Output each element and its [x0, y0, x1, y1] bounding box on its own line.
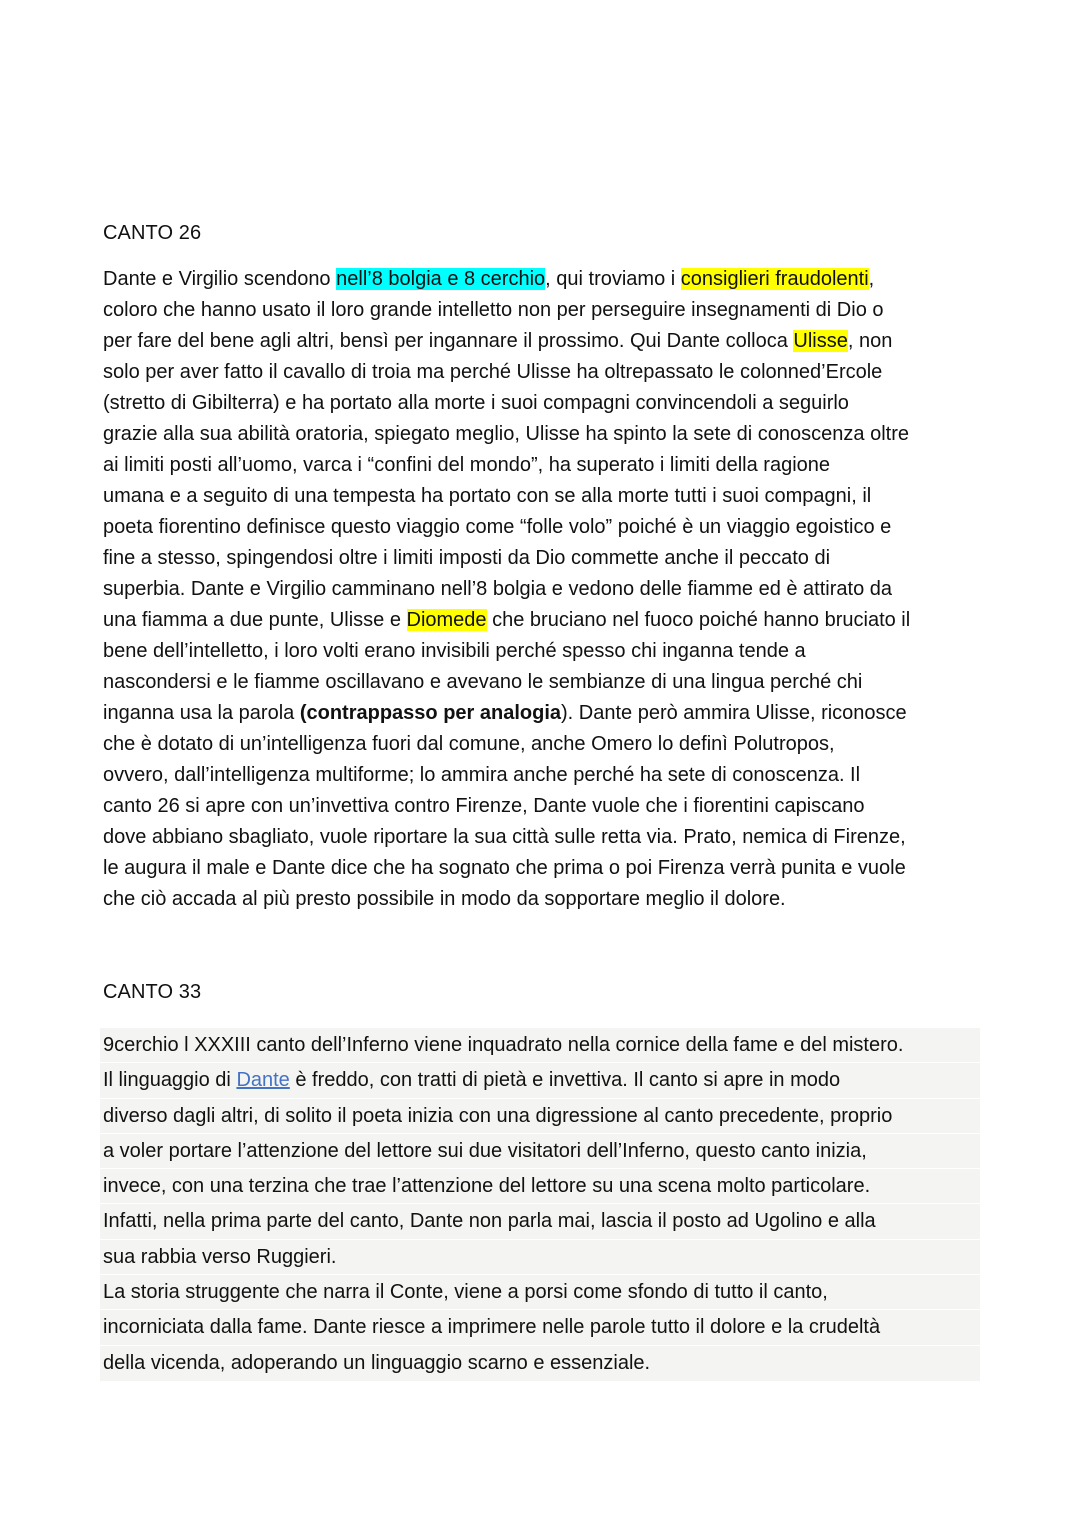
text-line: [103, 574, 983, 605]
text-span: (stretto di Gibilterra) e ha portato alla morte i suoi compagni convincendoli a seguirlo: [103, 392, 849, 414]
text-span: inganna usa la parola: [103, 702, 300, 724]
text-line: [100, 1063, 980, 1098]
text-line: [100, 1275, 980, 1310]
text-line: [100, 1346, 980, 1381]
text-span: Il linguaggio di: [103, 1069, 237, 1092]
text-line: [103, 295, 983, 326]
text-line: [100, 1028, 980, 1063]
text-line: [103, 636, 983, 667]
text-line: [103, 853, 983, 884]
text-span: invece, con una terzina che trae l’attenzione del lettore su una scena molto particolare.: [103, 1175, 871, 1198]
text-span: bene dell’intelletto, i loro volti erano invisibili perché spesso chi inganna tende a: [103, 640, 806, 662]
text-span: La storia struggente che narra il Conte, viene a porsi come sfondo di tutto il canto,: [103, 1281, 828, 1304]
text-span: dove abbiano sbagliato, vuole riportare la sua città sulle retta via. Prato, nemica di Firenze,: [103, 826, 906, 848]
text-span: canto 26 si apre con un’invettiva contro Firenze, Dante vuole che i fiorentini capiscano: [103, 795, 865, 817]
text-span: solo per aver fatto il cavallo di troia ma perché Ulisse ha oltrepassato le colonned’Ercole: [103, 361, 883, 383]
text-span: sua rabbia verso Ruggieri.: [103, 1245, 337, 1268]
highlighted-text: Diomede: [406, 609, 487, 631]
text-span: poeta fiorentino definisce questo viaggio come “folle volo” poiché è un viaggio egoistico e: [103, 516, 892, 538]
text-span: , non: [847, 330, 893, 352]
text-line: [103, 357, 983, 388]
text-line: [100, 1099, 980, 1134]
text-span: incorniciata dalla fame. Dante riesce a imprimere nelle parole tutto il dolore e la crudeltà: [103, 1316, 881, 1339]
text-span: , qui troviamo i: [545, 268, 681, 290]
text-line: [103, 698, 983, 729]
text-line: [103, 264, 983, 295]
text-span: che ciò accada al più presto possibile in modo da sopportare meglio il dolore.: [103, 888, 786, 910]
dante-link[interactable]: Dante: [236, 1069, 290, 1092]
canto-33-paragraph: [100, 1028, 980, 1381]
text-span: della vicenda, adoperando un linguaggio scarno e essenziale.: [103, 1351, 651, 1374]
text-span: ai limiti posti all’uomo, varca i “confini del mondo”, ha superato i limiti della ragione: [103, 454, 831, 476]
text-span: a voler portare l’attenzione del lettore sui due visitatori dell’Inferno, questo canto inizia,: [103, 1139, 867, 1162]
text-span: nascondersi e le fiamme oscillavano e avevano le sembianze di una lingua perché chi: [103, 671, 863, 693]
text-span: diverso dagli altri, di solito il poeta inizia con una digressione al canto precedente, proprio: [103, 1104, 893, 1127]
text-line: [103, 388, 983, 419]
text-line: [100, 1310, 980, 1345]
text-span: grazie alla sua abilità oratoria, spiegato meglio, Ulisse ha spinto la sete di conoscenza oltre: [103, 423, 910, 445]
text-span: una fiamma a due punte, Ulisse e: [103, 609, 407, 631]
text-line: [103, 667, 983, 698]
text-line: [100, 1134, 980, 1169]
text-line: [100, 1240, 980, 1275]
text-line: [103, 450, 983, 481]
text-span: 9cerchio l XXXIII canto dell’Inferno viene inquadrato nella cornice della fame e del mistero.: [103, 1034, 904, 1056]
highlighted-text: consiglieri fraudolenti: [680, 268, 869, 290]
text-span: Dante e Virgilio scendono: [103, 268, 337, 290]
text-span: ,: [868, 268, 875, 290]
text-span: le augura il male e Dante dice che ha sognato che prima o poi Firenza verrà punita e vuole: [103, 857, 906, 879]
text-line: [103, 481, 983, 512]
text-line: [103, 512, 983, 543]
text-line: [100, 1169, 980, 1204]
text-span: che bruciano nel fuoco poiché hanno bruciato il: [486, 609, 911, 631]
text-span: per fare del bene agli altri, bensì per ingannare il prossimo. Qui Dante colloca: [103, 330, 794, 352]
text-span: coloro che hanno usato il loro grande intelletto non per perseguire insegnamenti di Dio o: [103, 299, 884, 321]
text-line: [103, 760, 983, 791]
text-line: [103, 326, 983, 357]
text-span: umana e a seguito di una tempesta ha portato con se alla morte tutti i suoi compagni, il: [103, 485, 872, 507]
text-line: [103, 543, 983, 574]
canto-33-heading: CANTO 33: [103, 981, 202, 1003]
text-line: [103, 822, 983, 853]
text-line: [103, 791, 983, 822]
canto-26-heading: CANTO 26: [103, 222, 202, 244]
text-span: superbia. Dante e Virgilio camminano nell’8 bolgia e vedono delle fiamme ed è attirato da: [103, 578, 892, 600]
text-span: è freddo, con tratti di pietà e invettiva. Il canto si apre in modo: [289, 1069, 841, 1092]
text-line: [103, 729, 983, 760]
text-span: ). Dante però ammira Ulisse, riconosce: [561, 702, 907, 724]
text-line: [103, 605, 983, 636]
text-span: Infatti, nella prima parte del canto, Dante non parla mai, lascia il posto ad Ugolino e alla: [103, 1210, 876, 1233]
text-span: ovvero, dall’intelligenza multiforme; lo ammira anche perché ha sete di conoscenza. Il: [103, 764, 861, 786]
text-line: [103, 884, 983, 915]
text-span: che è dotato di un’intelligenza fuori dal comune, anche Omero lo definì Polutropos,: [103, 733, 835, 755]
text-line: [100, 1204, 980, 1239]
highlighted-text: nell’8 bolgia e 8 cerchio: [336, 268, 546, 290]
text-span: fine a stesso, spingendosi oltre i limiti imposti da Dio commette anche il peccato di: [103, 547, 831, 569]
highlighted-text: Ulisse: [793, 330, 848, 352]
text-line: [103, 419, 983, 450]
bold-text: (contrappasso per analogia: [299, 702, 561, 724]
canto-26-paragraph: [103, 264, 983, 915]
